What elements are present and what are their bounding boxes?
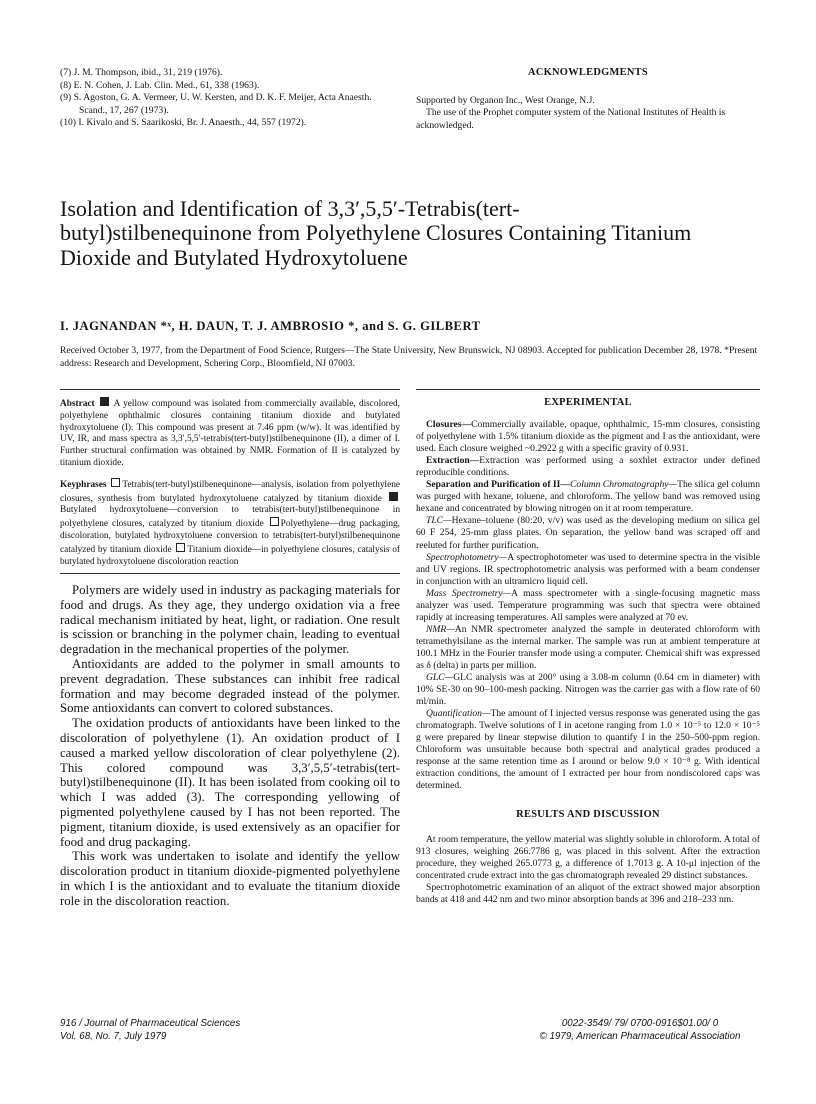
keyphrase-item: Titanium dioxide—in polyethylene closures, catalysis of butylated hydroxytoluene discoloration reaction — [60, 544, 400, 567]
body-paragraph: The oxidation products of antioxidants have been linked to the discoloration of polyethylene (1). An oxidation product of I caused a marked yellow discoloration of clear polyethylene (2). This colored compound was 3,3′,5,5′-tetrabis(tert-butyl)stilbenequinone (II). It has been isolated from cooking oil to which I was added (3). The corresponding yellowing of pigmented polyethylene caused by I has not been reported. The pigment, titanium dioxide, is used extensively as an opacifier for food and drug packaging. — [60, 716, 400, 849]
open-square-icon — [111, 478, 120, 487]
experimental-paragraph: Extraction—Extraction was performed using a soxhlet extractor under defined reproducible conditions. — [416, 455, 760, 479]
footer-copyright-line: © 1979, American Pharmaceutical Association — [539, 1030, 741, 1042]
article-title: Isolation and Identification of 3,3′,5,5′-Tetrabis(tert-butyl)stilbenequinone from Polyethylene Closures Containing Titanium Dioxide and Butylated Hydroxytoluene — [60, 196, 692, 270]
keyphrase-item: Tetrabis(tert-butyl)stilbenequinone—analysis, isolation from polyethylene closures, synthesis from butylated hydroxytoluene catalyzed by titanium dioxide — [60, 479, 401, 504]
filled-square-icon — [100, 397, 109, 406]
experimental-paragraph: TLC—Hexane–toluene (80:20, v/v) was used as the developing medium on silica gel 60 F 254, 25-mm glass plates. On separation, the yellow band was scraped off and reeluted for further purification. — [416, 515, 760, 551]
abstract-box — [60, 389, 400, 574]
acknowledgments-heading: ACKNOWLEDGMENTS — [528, 67, 648, 78]
experimental-paragraph: Closures—Commercially available, opaque, ophthalmic, 15-mm closures, consisting of polyethylene with 1.5% titanium dioxide as the pigment and I as the antioxidant, were used. Each closure weighed ~0.2922 g with a specific gravity of 0.931. — [416, 419, 760, 455]
footer-copyright — [520, 1018, 760, 1044]
footer-journal — [60, 1018, 240, 1044]
reference-item: (9) S. Agoston, G. A. Vermeer, U. W. Kersten, and D. K. F. Meijer, Acta Anaesth. Scand., 17, 267 (1973). — [60, 92, 372, 116]
acknowledgments-section — [416, 67, 760, 132]
results-paragraph: Spectrophotometric examination of an aliquot of the extract showed major absorption bands at 418 and 442 nm and two minor absorption bands at 396 and 218–233 nm. — [416, 881, 760, 905]
reference-item: (7) J. M. Thompson, ibid., 31, 219 (1976). — [60, 67, 223, 78]
experimental-paragraph: Separation and Purification of II—Column Chromatography—The silica gel column was purged with hexane, toluene, and chloroform. The yellow band was removed using hexane and concentrated by blowing nitrogen on it at room temperature. — [416, 479, 760, 515]
open-square-icon — [270, 517, 279, 526]
reference-item: (8) E. N. Cohen, J. Lab. Clin. Med., 61, 338 (1963). — [60, 79, 260, 91]
keyphrase-item: Polyethylene—drug packaging, discoloration, butylated hydroxytoluene conversion to tetrabis(tert-butyl)stilbenequinone catalyzed by titanium dioxide — [60, 519, 400, 555]
keyphrase-item: Butylated hydroxytoluene—conversion to tetrabis(tert-butyl)stilbenequinone in polyethylene closures, catalyzed by titanium dioxide — [60, 505, 400, 530]
present-address: *Present address: Research and Development, Schering Corp., Bloomfield, NJ 07003. — [60, 345, 758, 369]
keyphrases — [60, 478, 400, 569]
experimental-paragraph: NMR—An NMR spectrometer analyzed the sample in deuterated chloroform with tetramethylsilane as the internal marker. The sample was run at ambient temperature at 100.1 MHz in the Fourier transfer mode using a computer. Chemical shift was expressed as δ (delta) in parts per million. — [416, 623, 760, 671]
experimental-paragraph: GLC—GLC analysis was at 200° using a 3.08-m column (0.64 cm in diameter) with 10% SE-30 on 90–100-mesh packing. Nitrogen was the carrier gas with a flow rate of 60 ml/min. — [416, 672, 760, 708]
results-heading: RESULTS AND DISCUSSION — [516, 808, 660, 820]
body-paragraph: This work was undertaken to isolate and identify the yellow discoloration product in titanium dioxide-pigmented polyethylene in which I is the antioxidant and to evaluate the titanium dioxide role in the discoloration reaction. — [60, 849, 400, 908]
abstract — [60, 397, 400, 470]
introduction — [60, 583, 400, 909]
open-square-icon — [176, 543, 185, 552]
body-paragraph: Antioxidants are added to the polymer in small amounts to prevent degradation. These substances can inhibit free radical formation and may become degraded instead of the polymer. Some antioxidants can convert to colored substances. — [60, 656, 400, 716]
footer-code: 0022-3549/ 79/ 0700-0916$01.00/ 0 — [561, 1018, 719, 1029]
reference-item: (10) I. Kivalo and S. Saarikoski, Br. J. Anaesth., 44, 557 (1972). — [60, 117, 307, 129]
references-list — [60, 67, 400, 130]
received-line: Received October 3, 1977, from the Department of Food Science, Rutgers—The State University, New Brunswick, NJ 08903. — [60, 345, 545, 356]
experimental-paragraph: Quantification—The amount of I injected versus response was generated using the gas chromatograph. Twelve solutions of I in acetone ranging from 1.0 × 10⁻⁵ to 12.0 × 10⁻⁵ g were prepared by linear stepwise dilution to quantify I in the 250–500-ppm region. Chloroform was unsuitable because both spectral and analytical grades produced a response at the same retention time as I around or below 9.0 × 10⁻⁸ g. With identical extraction conditions, the amount of I extracted per hour from nondiscolored caps was determined. — [416, 708, 760, 792]
accepted-line: Accepted for publication December 28, 1978. — [546, 345, 722, 356]
abstract-label: Abstract — [60, 399, 95, 409]
author-list: I. JAGNANDAN *ˣ, H. DAUN, T. J. AMBROSIO *, and S. G. GILBERT — [60, 319, 481, 333]
experimental-paragraph: Spectrophotometry—A spectrophotometer was used to determine spectra in the visible and UV regions. IR spectrophotometric analysis was performed with a beam condenser in conjunction with an ultramicro liquid cell. — [416, 551, 760, 587]
experimental-heading: EXPERIMENTAL — [544, 397, 632, 408]
acknowledgments-text: Supported by Organon Inc., West Orange, N.J. — [416, 94, 595, 106]
footer-volume: Vol. 68, No. 7, July 1979 — [60, 1030, 167, 1042]
experimental-section — [416, 389, 760, 906]
acknowledgments-text: The use of the Prophet computer system of the National Institutes of Health is acknowledged. — [416, 107, 726, 131]
abstract-text: A yellow compound was isolated from commercially available, discolored, polyethylene ophthalmic closures containing titanium dioxide and butylated hydroxytoluene (I). This compound was present at 7.46 ppm (w/w). It was identified by UV, IR, and mass spectra as 3,3′,5,5′-tetrabis(tert-butyl)stilbenequinone (II), a dimer of I. Further structural confirmation was obtained by NMR. Formation of II is catalyzed by titanium dioxide. — [60, 399, 400, 468]
filled-square-icon — [389, 492, 398, 501]
experimental-paragraph: Mass Spectrometry—A mass spectrometer with a single-focusing magnetic mass analyzer was used. Temperature programming was such that spectra were obtained rapidly at increasing temperatures. All samples were analyzed at 70 ev. — [416, 587, 760, 623]
results-paragraph: At room temperature, the yellow material was slightly soluble in chloroform. A total of 913 closures, weighing 266.7786 g, was placed in this solvent. After the extraction procedure, they weighed 265.0773 g, a difference of 1.7013 g. A 10-μl injection of the concentrated crude extract into the gas chromatograph revealed 29 distinct substances. — [416, 833, 760, 881]
footer-page-journal: 916 / Journal of Pharmaceutical Sciences — [60, 1018, 241, 1029]
body-paragraph: Polymers are widely used in industry as packaging materials for food and drugs. As they age, they undergo oxidation via a free radical mechanism initiated by heat, light, or radiation. One result is scission or branching in the polymer chain, leading to eventual degradation in the mechanical properties of the polymer. — [60, 583, 401, 657]
received-info — [60, 345, 760, 370]
keyphrases-label: Keyphrases — [60, 479, 107, 490]
